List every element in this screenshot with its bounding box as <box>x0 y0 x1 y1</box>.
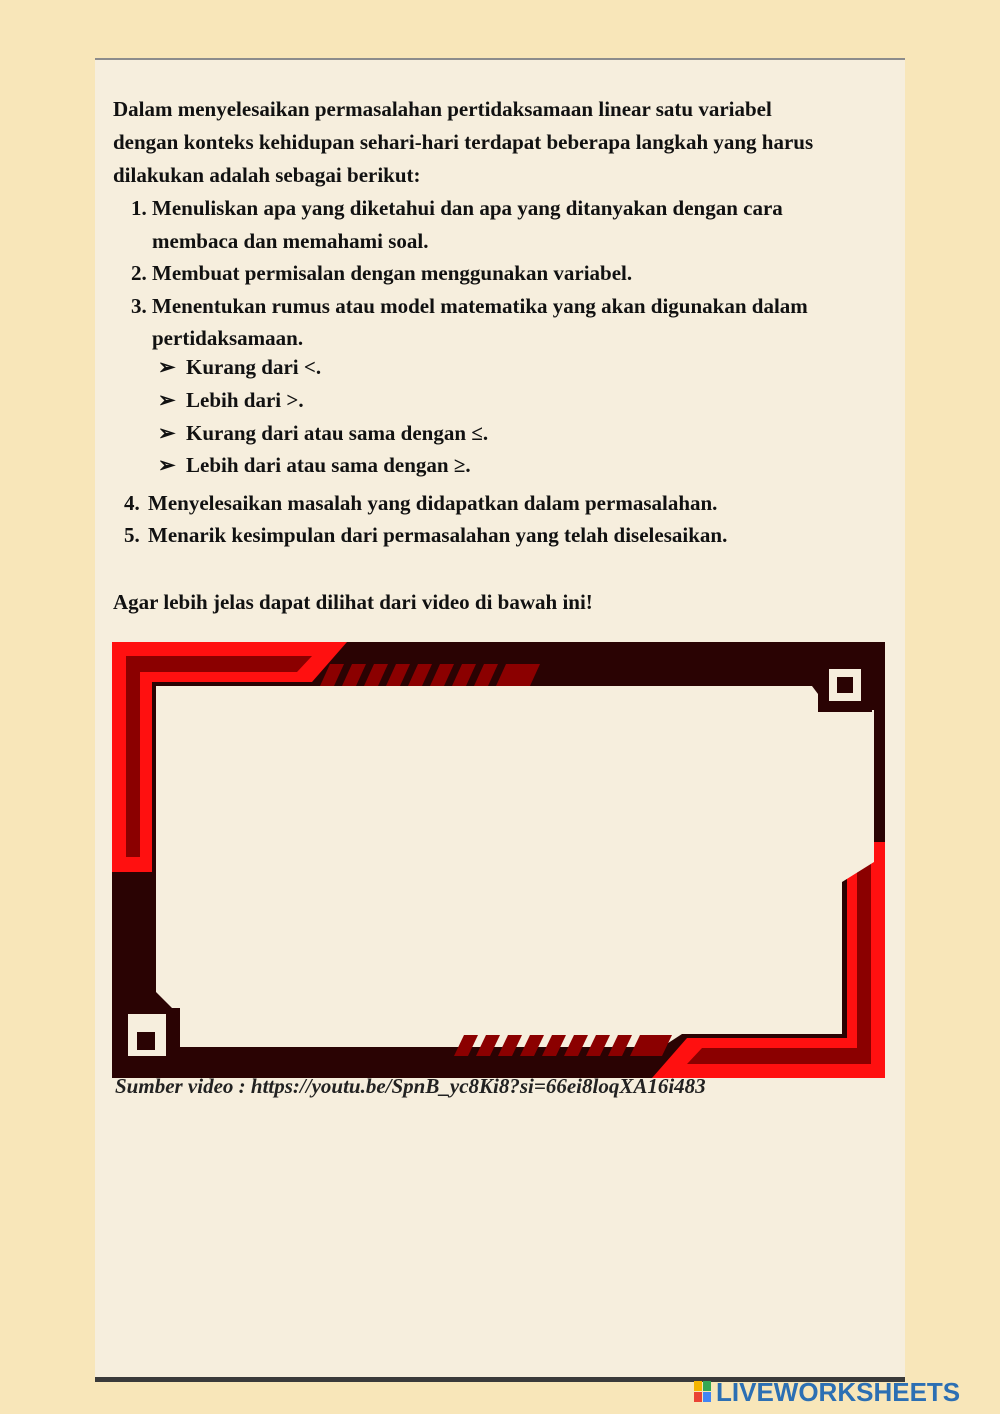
step-text: Membuat permisalan dengan menggunakan variabel. <box>152 261 633 285</box>
video-prompt: Agar lebih jelas dapat dilihat dari video di bawah ini! <box>113 590 593 614</box>
bullet-arrow-icon: ➢ <box>158 388 176 412</box>
bullet-text: Kurang dari <. <box>186 355 322 379</box>
bullet-arrow-icon: ➢ <box>158 355 176 379</box>
bullet-text: Lebih dari >. <box>186 388 304 412</box>
step-text: Menentukan rumus atau model matematika yang akan digunakan dalam <box>152 294 808 318</box>
video-frame[interactable] <box>112 642 885 1078</box>
step-text: Menyelesaikan masalah yang didapatkan dalam permasalahan. <box>148 491 718 515</box>
bullet-arrow-icon: ➢ <box>158 453 176 477</box>
bullet-text: Kurang dari atau sama dengan ≤. <box>186 421 489 445</box>
bullet-text: Lebih dari atau sama dengan ≥. <box>186 453 471 477</box>
step-text-cont: pertidaksamaan. <box>152 326 304 350</box>
step-number: 1. <box>131 196 147 220</box>
bullet-arrow-icon: ➢ <box>158 421 176 445</box>
liveworksheets-logo-icon <box>694 1381 712 1403</box>
step-text-cont: membaca dan memahami soal. <box>152 229 429 253</box>
liveworksheets-brand[interactable] <box>694 1378 960 1406</box>
intro-line-2: dengan konteks kehidupan sehari-hari terdapat beberapa langkah yang harus <box>113 130 814 154</box>
step-number: 3. <box>131 294 147 318</box>
step-text: Menuliskan apa yang diketahui dan apa yang ditanyakan dengan cara <box>152 196 783 220</box>
intro-line-1: Dalam menyelesaikan permasalahan pertidaksamaan linear satu variabel <box>113 97 772 121</box>
intro-line-3: dilakukan adalah sebagai berikut: <box>113 163 421 187</box>
step-number: 5. <box>124 523 140 547</box>
step-number: 2. <box>131 261 147 285</box>
video-source-link[interactable]: Sumber video : https://youtu.be/SpnB_yc8Ki8?si=66ei8loqXA16i483 <box>115 1074 706 1098</box>
step-number: 4. <box>124 491 140 515</box>
brand-text: LIVEWORKSHEETS <box>716 1376 961 1407</box>
step-text: Menarik kesimpulan dari permasalahan yang telah diselesaikan. <box>148 523 728 547</box>
